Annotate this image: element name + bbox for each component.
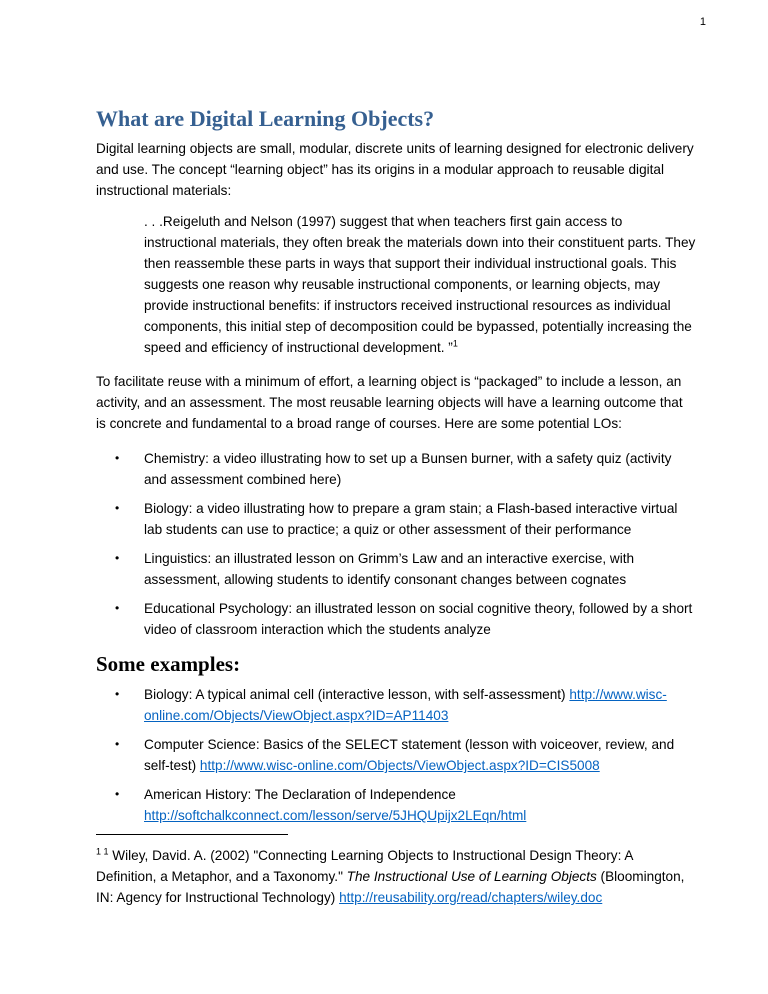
list-item-text: Chemistry: a video illustrating how to set up a Bunsen burner, with a safety quiz (activity and assessment combined here) xyxy=(144,451,672,487)
footnote-text-after: (Bloomington, IN: Agency for Instructional Technology) xyxy=(96,869,685,905)
footnote-book-title: The Instructional Use of Learning Objects xyxy=(346,869,597,884)
bullet-icon: • xyxy=(115,451,120,465)
example-link[interactable]: http://www.wisc-online.com/Objects/ViewObject.aspx?ID=AP11403 xyxy=(144,687,667,723)
example-link[interactable]: http://softchalkconnect.com/lesson/serve/5JHQUpijx2LEqn/html xyxy=(144,808,527,823)
potential-los-list xyxy=(96,448,696,640)
example-text: American History: The Declaration of Independence xyxy=(144,787,456,802)
list-item xyxy=(96,548,696,590)
bullet-icon: • xyxy=(115,501,120,515)
bullet-icon: • xyxy=(115,737,120,751)
bullet-icon: • xyxy=(115,601,120,615)
example-link[interactable]: http://www.wisc-online.com/Objects/ViewObject.aspx?ID=CIS5008 xyxy=(199,758,600,773)
examples-list xyxy=(96,684,696,826)
list-item-text: Educational Psychology: an illustrated lesson on social cognitive theory, followed by a short video of classroom interaction which the students analyze xyxy=(144,601,693,637)
page-number: 1 xyxy=(699,16,706,28)
bullet-icon: • xyxy=(115,687,120,701)
list-item xyxy=(96,734,696,776)
list-item xyxy=(96,598,696,640)
quote-text: . . .Reigeluth and Nelson (1997) suggest that when teachers first gain access to instructional materials, they often break the materials down into their constituent parts. They then reassemble these parts in ways that support their individual instructional goals. This suggests one reason why reusable instructional components, or learning objects, may provide instructional benefits: if instructors received instructional resources as individual components, this initial step of decomposition could be bypassed, potentially increasing the speed and efficiency of instructional development. ” xyxy=(144,214,696,355)
intro-paragraph: Digital learning objects are small, modular, discrete units of learning designed for electronic delivery and use. The concept “learning object” has its origins in a modular approach to reusable digital instructional materials: xyxy=(96,141,694,198)
footnote xyxy=(96,845,696,908)
footnote-reference[interactable]: 1 xyxy=(452,338,458,349)
list-item-text: Biology: a video illustrating how to prepare a gram stain; a Flash-based interactive virtual lab students can use to practice; a quiz or other assessment of their performance xyxy=(144,501,678,537)
example-text: Biology: A typical animal cell (interactive lesson, with self-assessment) xyxy=(144,687,570,702)
footnote-marker: 1 1 xyxy=(96,846,109,857)
footnote-link[interactable]: http://reusability.org/read/chapters/wiley.doc xyxy=(339,890,603,905)
document-body xyxy=(96,106,696,908)
list-item xyxy=(96,684,696,726)
list-item-text: Linguistics: an illustrated lesson on Grimm’s Law and an interactive exercise, with assessment, allowing students to identify consonant changes between cognates xyxy=(144,551,635,587)
section-title: What are Digital Learning Objects? xyxy=(96,106,435,131)
example-text: Computer Science: Basics of the SELECT statement (lesson with voiceover, review, and self-test) xyxy=(144,737,675,773)
block-quote xyxy=(144,211,696,358)
bullet-icon: • xyxy=(115,787,120,801)
list-item xyxy=(96,448,696,490)
packaging-paragraph: To facilitate reuse with a minimum of effort, a learning object is “packaged” to include a lesson, an activity, and an assessment. The most reusable learning objects will have a learning outcome that is concrete and fundamental to a broad range of courses. Here are some potential LOs: xyxy=(96,374,683,431)
bullet-icon: • xyxy=(115,551,120,565)
footnote-divider xyxy=(96,834,288,835)
list-item xyxy=(96,498,696,540)
list-item xyxy=(96,784,696,826)
examples-heading: Some examples: xyxy=(96,652,241,676)
footnote-text: Wiley, David. A. (2002) "Connecting Learning Objects to Instructional Design Theory: A Definition, a Metaphor, and a Taxonomy." xyxy=(96,848,633,884)
